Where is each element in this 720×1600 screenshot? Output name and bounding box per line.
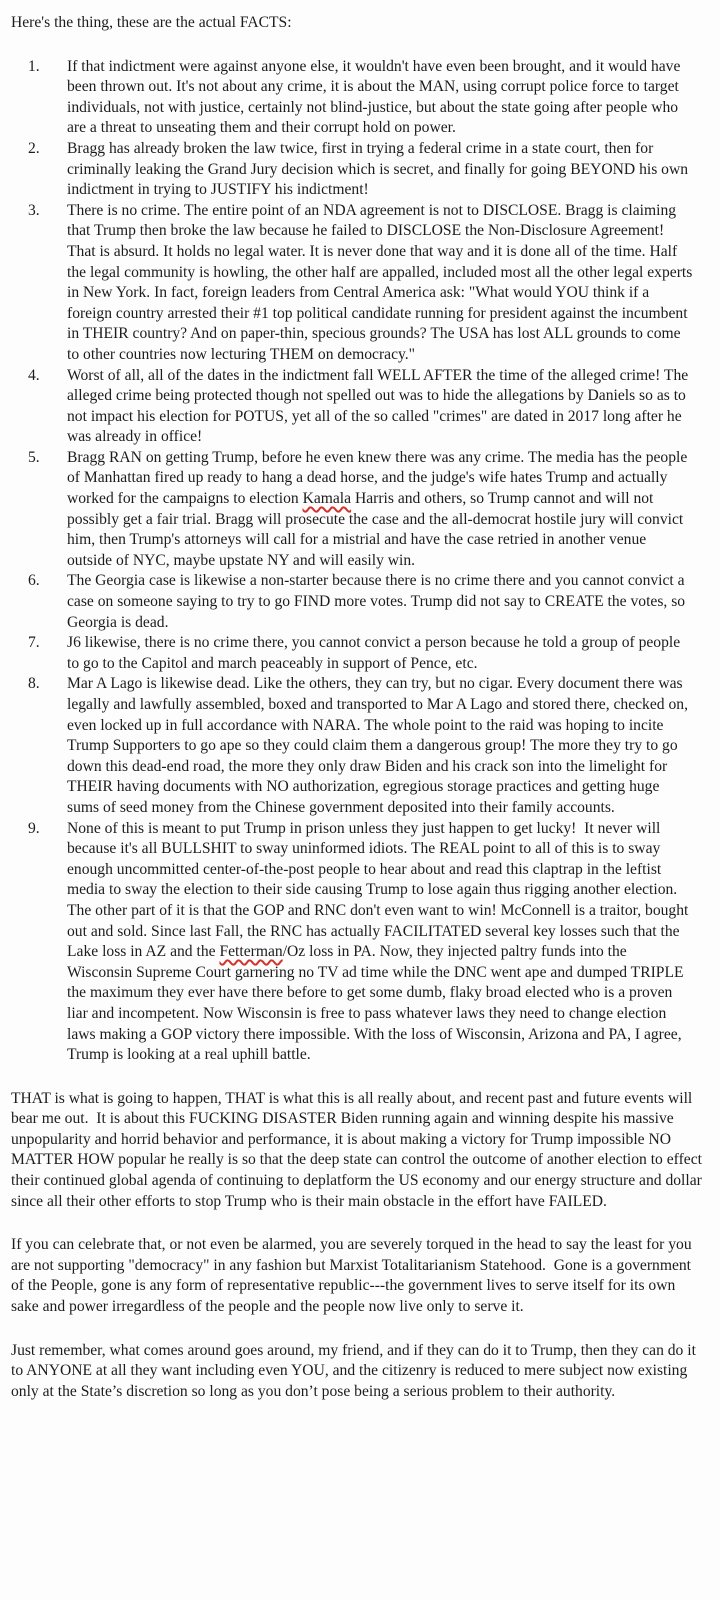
list-item-number: 9. — [28, 819, 40, 837]
text-segment: /Oz loss in PA. Now, they injected paltry funds into the Wisconsin Supreme Court garnering no TV ad time while the DNC went ape and dumped TRIPLE the maximum they ever have there before to get some dumb, flaky broad elected who is a proven liar and incompetent. Now Wisconsin is free to pass whatever laws they need to change election laws making a GOP victory there impossible. With the loss of Wisconsin, Arizona and PA, I agree, Trump is looking at a real uphill battle. — [67, 943, 688, 1064]
list-item — [11, 571, 704, 633]
list-item-number: 6. — [28, 572, 40, 590]
list-item — [11, 674, 704, 818]
list-item-number: 5. — [28, 448, 40, 466]
list-item-text — [67, 448, 695, 572]
list-item — [11, 448, 704, 572]
list-item — [11, 201, 704, 366]
intro-paragraph: Here's the thing, these are the actual FACTS: — [11, 14, 292, 31]
text-segment: Harris and others, so Trump cannot and will not possibly get a fair trial. Bragg will prosecute the case and the all-democrat hostile jury will convict him, then Trump's attorneys will call for a mistrial and have the case retried in another venue outside of NYC, maybe upstate NY and will easily win. — [67, 490, 688, 569]
list-item-number: 2. — [28, 139, 40, 157]
misspelled-word: Kamala — [302, 490, 352, 508]
list-item-number: 1. — [28, 57, 40, 75]
list-item-number: 8. — [28, 675, 40, 693]
closing-paragraph: THAT is what is going to happen, THAT is what this is all really about, and recent past and future events will bear me out. It is about this FUCKING DISASTER Biden running again and winning despite his massive unpopularity and horrid behavior and performance, it is about making a victory for Trump impossible NO MATTER HOW popular he really is so that the deep state can control the outcome of another election to effect their continued global agenda of continuing to deplatform the US economy and our energy structure and dollar since all their other efforts to stop Trump who is their main obstacle in the effort have FAILED. — [11, 1089, 706, 1210]
list-item — [11, 819, 704, 1066]
list-item-text: Bragg has already broken the law twice, first in trying a federal crime in a state court, then for criminally leaking the Grand Jury decision which is secret, and finally for going BEYOND his own indictment in trying to JUSTIFY his indictment! — [67, 139, 692, 199]
list-item-text — [67, 819, 695, 1066]
misspelled-word: Fetterman — [219, 943, 283, 961]
list-item-number: 4. — [28, 366, 40, 384]
text-segment: Bragg RAN on getting Trump, before he even knew there was any crime. The media has the people of Manhattan fired up ready to hang a dead horse, and the judge's wife hates Trump and actually worked for the campaigns to election — [67, 448, 692, 508]
list-item — [11, 57, 704, 139]
list-item — [11, 366, 704, 448]
list-item-number: 3. — [28, 201, 40, 219]
list-item-text: There is no crime. The entire point of an NDA agreement is not to DISCLOSE. Bragg is claiming that Trump then broke the law because he failed to DISCLOSE the Non-Disclosure Agreement! That is absurd. It holds no legal water. It is never done that way and it is done all of the time. Half the legal community is howling, the other half are appalled, included most all the other legal experts in New York. In fact, foreign leaders from Central America ask: "What would YOU think if a foreign country arrested their #1 top political candidate running for president against the incumbent in THEIR country? And on paper-thin, specious grounds? The USA has lost ALL grounds to come to other countries now lecturing THEM on democracy." — [67, 201, 697, 363]
closing-paragraph: Just remember, what comes around goes around, my friend, and if they can do it to Trump, then they can do it to ANYONE at all they want including even YOU, and the citizenry is reduced to mere subject now existing only at the State’s discretion so long as you don’t pose being a serious problem to their authority. — [11, 1341, 700, 1400]
text-segment: None of this is meant to put Trump in prison unless they just happen to get lucky! It never will because it's all BULLSHIT to sway uninformed idiots. The REAL point to all of this is to sway enough uncommitted center-of-the-post people to hear about and read this claptrap in the leftist media to sway the election to their side causing Trump to lose again thus rigging another election. The other part of it is that the GOP and RNC don't even want to win! McConnell is a traitor, bought out and sold. Since last Fall, the RNC has actually FACILITATED several key losses such that the Lake loss in AZ and the — [67, 819, 693, 961]
list-item-text: If that indictment were against anyone else, it wouldn't have even been brought, and it would have been thrown out. It's not about any crime, it is about the MAN, using corrupt police force to target individuals, not with justice, certainly not blind-justice, but about the state going after people who are a threat to unseating them and their corrupt hold on power. — [67, 57, 685, 137]
list-item — [11, 139, 704, 201]
list-item-text: J6 likewise, there is no crime there, you cannot convict a person because he told a group of people to go to the Capitol and march peaceably in support of Pence, etc. — [67, 634, 685, 672]
list-item-text: Worst of all, all of the dates in the indictment fall WELL AFTER the time of the alleged crime! The alleged crime being protected though not spelled out was to hide the allegations by Daniels so as to not impact his election for POTUS, yet all of the so called "crimes" are dated in 2017 long after he was already in office! — [67, 366, 693, 446]
closing-paragraph: If you can celebrate that, or not even be alarmed, you are severely torqued in the head to say the least for you are not supporting "democracy" in any fashion but Marxist Totalitarianism Statehood. Gone is a government of the People, gone is any form of representative republic---the government lives to serve itself for its own sake and power irregardless of the people and the people now live only to serve it. — [11, 1236, 696, 1316]
list-item-text: The Georgia case is likewise a non-starter because there is no crime there and you cannot convict a case on someone saying to try to go FIND more votes. Trump did not say to CREATE the votes, so Georgia is dead. — [67, 572, 689, 631]
list-item-text: Mar A Lago is likewise dead. Like the others, they can try, but no cigar. Every document there was legally and lawfully assembled, boxed and transported to Mar A Lago and stored there, checked on, even locked up in full accordance with NARA. The whole point to the raid was hoping to incite Trump Supporters to go ape so they could claim them a dangerous group! The more they try to go down this dead-end road, the more they only draw Biden and his crack son into the limelight for THEIR having documents with NO authorization, egregious storage practices and getting huge sums of seed money from the Chinese government deposited into their family accounts. — [67, 675, 692, 816]
list-item — [11, 633, 704, 674]
facts-list — [11, 57, 704, 1066]
list-item-number: 7. — [28, 634, 40, 652]
